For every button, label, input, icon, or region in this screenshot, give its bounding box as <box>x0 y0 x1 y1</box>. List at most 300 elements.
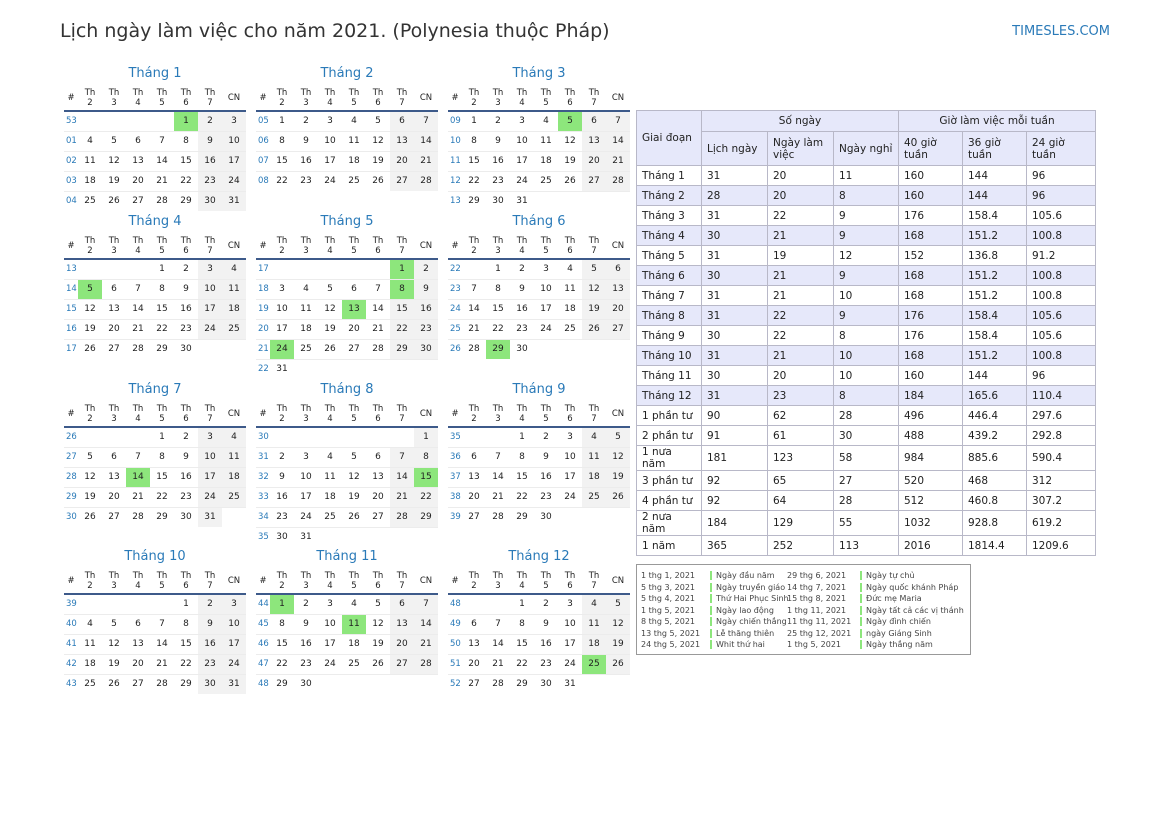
day-cell[interactable]: 3 <box>318 594 342 615</box>
day-cell[interactable]: 27 <box>102 340 126 360</box>
day-cell[interactable]: 2 <box>198 111 222 132</box>
day-cell[interactable]: 12 <box>78 468 102 488</box>
day-cell[interactable]: 6 <box>126 615 150 635</box>
day-cell[interactable]: 16 <box>198 635 222 655</box>
day-cell[interactable]: 22 <box>510 488 534 508</box>
day-cell[interactable]: 18 <box>342 152 366 172</box>
day-cell[interactable]: 21 <box>606 152 630 172</box>
day-cell[interactable]: 23 <box>294 172 318 192</box>
day-cell[interactable]: 15 <box>510 635 534 655</box>
day-cell[interactable]: 15 <box>390 300 414 320</box>
day-cell[interactable]: 26 <box>582 320 606 340</box>
day-cell[interactable]: 2 <box>174 427 198 448</box>
day-cell[interactable]: 26 <box>342 508 366 528</box>
day-cell[interactable]: 30 <box>198 675 222 695</box>
day-cell[interactable]: 12 <box>78 300 102 320</box>
day-cell[interactable]: 25 <box>222 320 246 340</box>
day-cell[interactable]: 10 <box>318 615 342 635</box>
day-cell[interactable]: 17 <box>558 635 582 655</box>
day-cell[interactable]: 10 <box>534 280 558 300</box>
day-cell[interactable]: 28 <box>366 340 390 360</box>
day-cell[interactable]: 17 <box>318 152 342 172</box>
day-cell[interactable]: 27 <box>126 675 150 695</box>
day-cell[interactable]: 5 <box>366 594 390 615</box>
day-cell[interactable]: 4 <box>582 427 606 448</box>
day-cell[interactable]: 2 <box>198 594 222 615</box>
day-cell[interactable]: 23 <box>174 488 198 508</box>
day-cell[interactable]: 30 <box>270 528 294 548</box>
day-cell[interactable]: 2 <box>270 448 294 468</box>
day-cell[interactable]: 16 <box>510 300 534 320</box>
day-cell[interactable]: 11 <box>582 448 606 468</box>
day-cell[interactable]: 23 <box>534 655 558 675</box>
day-cell[interactable]: 21 <box>414 635 438 655</box>
day-cell[interactable]: 31 <box>558 675 582 695</box>
day-cell[interactable]: 7 <box>414 111 438 132</box>
day-cell[interactable]: 8 <box>270 132 294 152</box>
day-cell[interactable]: 25 <box>342 655 366 675</box>
day-cell[interactable]: 13 <box>366 468 390 488</box>
day-cell[interactable]: 25 <box>318 508 342 528</box>
day-cell[interactable]: 18 <box>222 300 246 320</box>
day-cell[interactable]: 29 <box>150 508 174 528</box>
day-cell[interactable]: 19 <box>78 488 102 508</box>
day-cell[interactable]: 7 <box>390 448 414 468</box>
day-cell[interactable]: 20 <box>390 635 414 655</box>
day-cell[interactable]: 23 <box>534 488 558 508</box>
day-cell[interactable]: 25 <box>222 488 246 508</box>
day-cell[interactable]: 14 <box>606 132 630 152</box>
day-cell[interactable]: 23 <box>294 655 318 675</box>
day-cell[interactable]: 11 <box>222 448 246 468</box>
day-cell[interactable]: 19 <box>318 320 342 340</box>
day-cell[interactable]: 20 <box>582 152 606 172</box>
day-cell[interactable]: 14 <box>366 300 390 320</box>
day-cell[interactable]: 18 <box>558 300 582 320</box>
day-cell[interactable]: 19 <box>78 320 102 340</box>
day-cell[interactable]: 13 <box>582 132 606 152</box>
day-cell[interactable]: 5 <box>558 111 582 132</box>
day-cell[interactable]: 7 <box>366 280 390 300</box>
day-cell[interactable]: 6 <box>102 448 126 468</box>
day-cell[interactable]: 1 <box>510 594 534 615</box>
day-cell[interactable]: 19 <box>366 635 390 655</box>
day-cell[interactable]: 26 <box>78 340 102 360</box>
day-cell[interactable]: 22 <box>414 488 438 508</box>
day-cell[interactable]: 14 <box>126 300 150 320</box>
day-cell[interactable]: 28 <box>606 172 630 192</box>
day-cell[interactable]: 26 <box>606 488 630 508</box>
day-cell[interactable]: 7 <box>150 615 174 635</box>
day-cell[interactable]: 25 <box>294 340 318 360</box>
day-cell[interactable]: 27 <box>390 172 414 192</box>
day-cell[interactable]: 25 <box>78 675 102 695</box>
day-cell[interactable]: 7 <box>126 280 150 300</box>
day-cell[interactable]: 27 <box>366 508 390 528</box>
day-cell[interactable]: 4 <box>342 111 366 132</box>
day-cell[interactable]: 24 <box>270 340 294 360</box>
day-cell[interactable]: 16 <box>534 468 558 488</box>
day-cell[interactable]: 30 <box>534 508 558 528</box>
day-cell[interactable]: 29 <box>414 508 438 528</box>
day-cell[interactable]: 13 <box>606 280 630 300</box>
day-cell[interactable]: 16 <box>414 300 438 320</box>
day-cell[interactable]: 17 <box>558 468 582 488</box>
day-cell[interactable]: 31 <box>294 528 318 548</box>
day-cell[interactable]: 28 <box>126 508 150 528</box>
day-cell[interactable]: 14 <box>150 152 174 172</box>
day-cell[interactable]: 19 <box>582 300 606 320</box>
day-cell[interactable]: 15 <box>174 152 198 172</box>
day-cell[interactable]: 11 <box>318 468 342 488</box>
day-cell[interactable]: 21 <box>486 655 510 675</box>
day-cell[interactable]: 1 <box>270 111 294 132</box>
day-cell[interactable]: 29 <box>150 340 174 360</box>
day-cell[interactable]: 5 <box>342 448 366 468</box>
day-cell[interactable]: 28 <box>486 675 510 695</box>
day-cell[interactable]: 5 <box>78 448 102 468</box>
day-cell[interactable]: 26 <box>102 192 126 212</box>
day-cell[interactable]: 28 <box>486 508 510 528</box>
day-cell[interactable]: 29 <box>390 340 414 360</box>
day-cell[interactable]: 11 <box>222 280 246 300</box>
day-cell[interactable]: 9 <box>534 448 558 468</box>
day-cell[interactable]: 1 <box>270 594 294 615</box>
day-cell[interactable]: 13 <box>102 468 126 488</box>
day-cell[interactable]: 12 <box>582 280 606 300</box>
day-cell[interactable]: 6 <box>102 280 126 300</box>
day-cell[interactable]: 28 <box>462 340 486 360</box>
day-cell[interactable]: 13 <box>462 635 486 655</box>
day-cell[interactable]: 8 <box>462 132 486 152</box>
day-cell[interactable]: 1 <box>390 259 414 280</box>
day-cell[interactable]: 13 <box>342 300 366 320</box>
day-cell[interactable]: 21 <box>462 320 486 340</box>
day-cell[interactable]: 28 <box>150 192 174 212</box>
day-cell[interactable]: 8 <box>510 448 534 468</box>
day-cell[interactable]: 4 <box>222 427 246 448</box>
day-cell[interactable]: 27 <box>582 172 606 192</box>
day-cell[interactable]: 6 <box>462 615 486 635</box>
day-cell[interactable]: 25 <box>78 192 102 212</box>
day-cell[interactable]: 4 <box>558 259 582 280</box>
day-cell[interactable]: 28 <box>414 172 438 192</box>
day-cell[interactable]: 1 <box>486 259 510 280</box>
day-cell[interactable]: 23 <box>486 172 510 192</box>
day-cell[interactable]: 30 <box>486 192 510 212</box>
day-cell[interactable]: 25 <box>582 655 606 675</box>
day-cell[interactable]: 30 <box>198 192 222 212</box>
day-cell[interactable]: 23 <box>270 508 294 528</box>
day-cell[interactable]: 17 <box>198 468 222 488</box>
day-cell[interactable]: 5 <box>606 427 630 448</box>
day-cell[interactable]: 25 <box>582 488 606 508</box>
day-cell[interactable]: 16 <box>486 152 510 172</box>
day-cell[interactable]: 17 <box>294 488 318 508</box>
day-cell[interactable]: 30 <box>294 675 318 695</box>
day-cell[interactable]: 3 <box>222 111 246 132</box>
day-cell[interactable]: 3 <box>534 259 558 280</box>
day-cell[interactable]: 14 <box>150 635 174 655</box>
day-cell[interactable]: 12 <box>606 448 630 468</box>
day-cell[interactable]: 19 <box>102 172 126 192</box>
day-cell[interactable]: 4 <box>294 280 318 300</box>
day-cell[interactable]: 1 <box>174 594 198 615</box>
day-cell[interactable]: 5 <box>606 594 630 615</box>
day-cell[interactable]: 22 <box>270 172 294 192</box>
day-cell[interactable]: 14 <box>462 300 486 320</box>
day-cell[interactable]: 2 <box>534 427 558 448</box>
day-cell[interactable]: 11 <box>78 635 102 655</box>
day-cell[interactable]: 18 <box>582 635 606 655</box>
day-cell[interactable]: 2 <box>486 111 510 132</box>
day-cell[interactable]: 24 <box>222 172 246 192</box>
day-cell[interactable]: 8 <box>486 280 510 300</box>
day-cell[interactable]: 24 <box>558 488 582 508</box>
day-cell[interactable]: 5 <box>102 615 126 635</box>
day-cell[interactable]: 24 <box>318 172 342 192</box>
day-cell[interactable]: 20 <box>390 152 414 172</box>
day-cell[interactable]: 27 <box>102 508 126 528</box>
day-cell[interactable]: 16 <box>174 300 198 320</box>
day-cell[interactable]: 29 <box>486 340 510 360</box>
day-cell[interactable]: 1 <box>150 259 174 280</box>
day-cell[interactable]: 19 <box>366 152 390 172</box>
day-cell[interactable]: 12 <box>342 468 366 488</box>
day-cell[interactable]: 23 <box>510 320 534 340</box>
day-cell[interactable]: 2 <box>510 259 534 280</box>
day-cell[interactable]: 6 <box>582 111 606 132</box>
day-cell[interactable]: 14 <box>414 132 438 152</box>
day-cell[interactable]: 28 <box>150 675 174 695</box>
day-cell[interactable]: 16 <box>174 468 198 488</box>
day-cell[interactable]: 3 <box>510 111 534 132</box>
day-cell[interactable]: 13 <box>102 300 126 320</box>
day-cell[interactable]: 3 <box>198 259 222 280</box>
day-cell[interactable]: 4 <box>582 594 606 615</box>
day-cell[interactable]: 8 <box>414 448 438 468</box>
day-cell[interactable]: 24 <box>534 320 558 340</box>
day-cell[interactable]: 11 <box>342 132 366 152</box>
day-cell[interactable]: 3 <box>294 448 318 468</box>
day-cell[interactable]: 9 <box>174 448 198 468</box>
day-cell[interactable]: 14 <box>126 468 150 488</box>
day-cell[interactable]: 21 <box>150 655 174 675</box>
day-cell[interactable]: 7 <box>606 111 630 132</box>
day-cell[interactable]: 29 <box>174 675 198 695</box>
day-cell[interactable]: 8 <box>174 615 198 635</box>
day-cell[interactable]: 17 <box>270 320 294 340</box>
day-cell[interactable]: 19 <box>606 635 630 655</box>
day-cell[interactable]: 15 <box>414 468 438 488</box>
day-cell[interactable]: 6 <box>366 448 390 468</box>
day-cell[interactable]: 29 <box>270 675 294 695</box>
day-cell[interactable]: 1 <box>174 111 198 132</box>
day-cell[interactable]: 18 <box>294 320 318 340</box>
day-cell[interactable]: 9 <box>174 280 198 300</box>
day-cell[interactable]: 27 <box>462 508 486 528</box>
day-cell[interactable]: 30 <box>174 340 198 360</box>
day-cell[interactable]: 26 <box>366 655 390 675</box>
day-cell[interactable]: 17 <box>198 300 222 320</box>
day-cell[interactable]: 4 <box>342 594 366 615</box>
day-cell[interactable]: 11 <box>342 615 366 635</box>
day-cell[interactable]: 29 <box>462 192 486 212</box>
day-cell[interactable]: 18 <box>78 172 102 192</box>
day-cell[interactable]: 14 <box>486 468 510 488</box>
day-cell[interactable]: 6 <box>390 594 414 615</box>
day-cell[interactable]: 9 <box>414 280 438 300</box>
day-cell[interactable]: 12 <box>558 132 582 152</box>
day-cell[interactable]: 1 <box>150 427 174 448</box>
day-cell[interactable]: 5 <box>582 259 606 280</box>
day-cell[interactable]: 17 <box>318 635 342 655</box>
day-cell[interactable]: 26 <box>318 340 342 360</box>
day-cell[interactable]: 20 <box>342 320 366 340</box>
day-cell[interactable]: 13 <box>462 468 486 488</box>
day-cell[interactable]: 15 <box>270 635 294 655</box>
day-cell[interactable]: 6 <box>606 259 630 280</box>
day-cell[interactable]: 1 <box>414 427 438 448</box>
day-cell[interactable]: 28 <box>126 340 150 360</box>
day-cell[interactable]: 2 <box>294 111 318 132</box>
day-cell[interactable]: 6 <box>342 280 366 300</box>
day-cell[interactable]: 19 <box>558 152 582 172</box>
day-cell[interactable]: 8 <box>270 615 294 635</box>
day-cell[interactable]: 24 <box>198 320 222 340</box>
day-cell[interactable]: 12 <box>366 615 390 635</box>
day-cell[interactable]: 2 <box>294 594 318 615</box>
day-cell[interactable]: 25 <box>534 172 558 192</box>
day-cell[interactable]: 22 <box>270 655 294 675</box>
day-cell[interactable]: 10 <box>270 300 294 320</box>
day-cell[interactable]: 13 <box>126 635 150 655</box>
day-cell[interactable]: 3 <box>270 280 294 300</box>
day-cell[interactable]: 15 <box>174 635 198 655</box>
day-cell[interactable]: 26 <box>558 172 582 192</box>
day-cell[interactable]: 1 <box>462 111 486 132</box>
day-cell[interactable]: 20 <box>102 488 126 508</box>
day-cell[interactable]: 22 <box>510 655 534 675</box>
day-cell[interactable]: 24 <box>318 655 342 675</box>
day-cell[interactable]: 4 <box>534 111 558 132</box>
day-cell[interactable]: 18 <box>342 635 366 655</box>
day-cell[interactable]: 23 <box>174 320 198 340</box>
day-cell[interactable]: 8 <box>150 280 174 300</box>
day-cell[interactable]: 7 <box>414 594 438 615</box>
day-cell[interactable]: 19 <box>102 655 126 675</box>
day-cell[interactable]: 22 <box>150 488 174 508</box>
day-cell[interactable]: 18 <box>318 488 342 508</box>
day-cell[interactable]: 8 <box>510 615 534 635</box>
day-cell[interactable]: 21 <box>366 320 390 340</box>
day-cell[interactable]: 29 <box>510 508 534 528</box>
day-cell[interactable]: 18 <box>534 152 558 172</box>
day-cell[interactable]: 10 <box>222 132 246 152</box>
day-cell[interactable]: 22 <box>174 655 198 675</box>
day-cell[interactable]: 18 <box>78 655 102 675</box>
day-cell[interactable]: 24 <box>510 172 534 192</box>
day-cell[interactable]: 16 <box>270 488 294 508</box>
day-cell[interactable]: 4 <box>222 259 246 280</box>
day-cell[interactable]: 12 <box>102 635 126 655</box>
day-cell[interactable]: 9 <box>270 468 294 488</box>
day-cell[interactable]: 16 <box>294 152 318 172</box>
day-cell[interactable]: 23 <box>198 655 222 675</box>
day-cell[interactable]: 6 <box>390 111 414 132</box>
day-cell[interactable]: 18 <box>222 468 246 488</box>
day-cell[interactable]: 14 <box>390 468 414 488</box>
day-cell[interactable]: 5 <box>102 132 126 152</box>
day-cell[interactable]: 21 <box>126 320 150 340</box>
day-cell[interactable]: 11 <box>78 152 102 172</box>
day-cell[interactable]: 3 <box>222 594 246 615</box>
day-cell[interactable]: 3 <box>318 111 342 132</box>
day-cell[interactable]: 12 <box>366 132 390 152</box>
day-cell[interactable]: 25 <box>558 320 582 340</box>
day-cell[interactable]: 20 <box>606 300 630 320</box>
day-cell[interactable]: 26 <box>102 675 126 695</box>
day-cell[interactable]: 2 <box>414 259 438 280</box>
day-cell[interactable]: 24 <box>198 488 222 508</box>
day-cell[interactable]: 10 <box>558 615 582 635</box>
day-cell[interactable]: 4 <box>78 132 102 152</box>
day-cell[interactable]: 16 <box>294 635 318 655</box>
day-cell[interactable]: 3 <box>558 427 582 448</box>
day-cell[interactable]: 18 <box>582 468 606 488</box>
site-link[interactable]: TIMESLES.COM <box>1012 24 1110 39</box>
day-cell[interactable]: 20 <box>462 488 486 508</box>
day-cell[interactable]: 16 <box>198 152 222 172</box>
day-cell[interactable]: 26 <box>78 508 102 528</box>
day-cell[interactable]: 15 <box>486 300 510 320</box>
day-cell[interactable]: 22 <box>390 320 414 340</box>
day-cell[interactable]: 11 <box>582 615 606 635</box>
day-cell[interactable]: 11 <box>558 280 582 300</box>
day-cell[interactable]: 2 <box>534 594 558 615</box>
day-cell[interactable]: 17 <box>534 300 558 320</box>
day-cell[interactable]: 22 <box>150 320 174 340</box>
day-cell[interactable]: 6 <box>462 448 486 468</box>
day-cell[interactable]: 10 <box>318 132 342 152</box>
day-cell[interactable]: 12 <box>606 615 630 635</box>
day-cell[interactable]: 10 <box>198 448 222 468</box>
day-cell[interactable]: 30 <box>534 675 558 695</box>
day-cell[interactable]: 10 <box>198 280 222 300</box>
day-cell[interactable]: 5 <box>78 280 102 300</box>
day-cell[interactable]: 15 <box>150 300 174 320</box>
day-cell[interactable]: 17 <box>222 635 246 655</box>
day-cell[interactable]: 26 <box>606 655 630 675</box>
day-cell[interactable]: 27 <box>390 655 414 675</box>
day-cell[interactable]: 9 <box>198 615 222 635</box>
day-cell[interactable]: 17 <box>222 152 246 172</box>
day-cell[interactable]: 8 <box>174 132 198 152</box>
day-cell[interactable]: 1 <box>510 427 534 448</box>
day-cell[interactable]: 3 <box>198 427 222 448</box>
day-cell[interactable]: 17 <box>510 152 534 172</box>
day-cell[interactable]: 9 <box>294 132 318 152</box>
day-cell[interactable]: 20 <box>366 488 390 508</box>
day-cell[interactable]: 9 <box>534 615 558 635</box>
day-cell[interactable]: 4 <box>318 448 342 468</box>
day-cell[interactable]: 29 <box>174 192 198 212</box>
day-cell[interactable]: 7 <box>462 280 486 300</box>
day-cell[interactable]: 8 <box>150 448 174 468</box>
day-cell[interactable]: 2 <box>174 259 198 280</box>
day-cell[interactable]: 7 <box>486 615 510 635</box>
day-cell[interactable]: 9 <box>294 615 318 635</box>
